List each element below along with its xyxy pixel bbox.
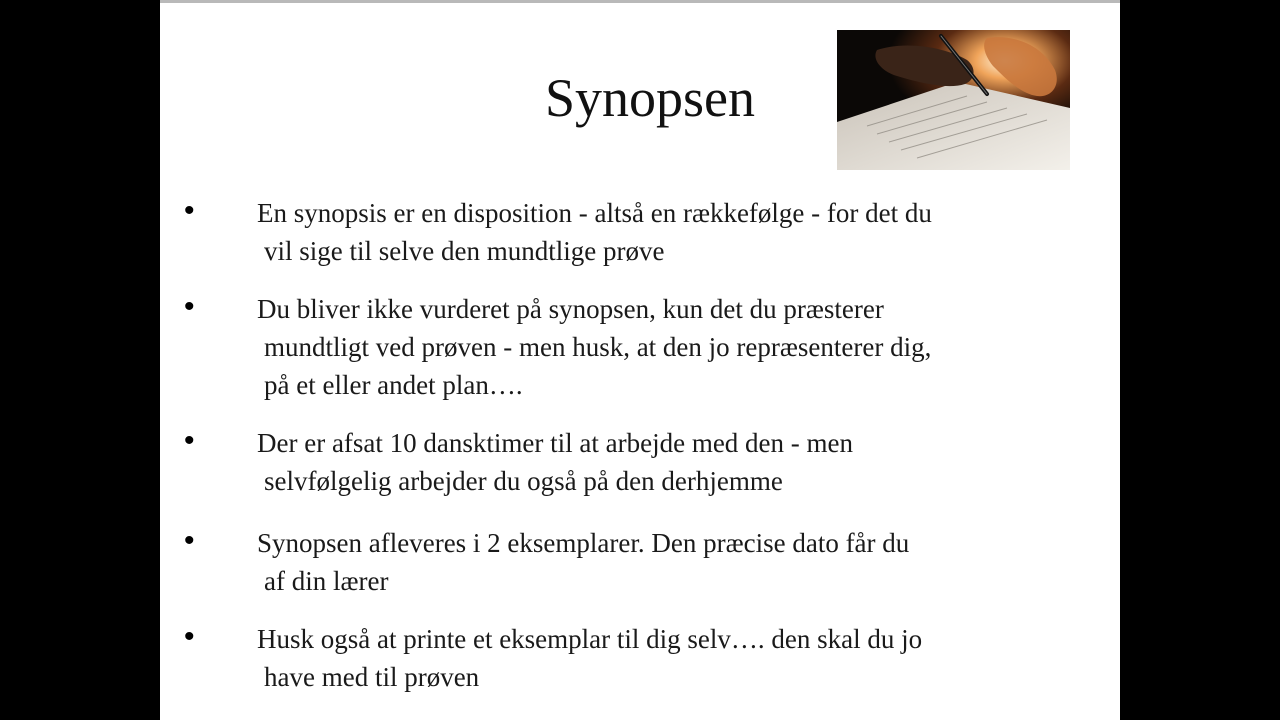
bullet-text <box>257 424 1077 500</box>
bullet-line: selvfølgelig arbejder du også på den derhjemme <box>264 466 783 496</box>
bullet-line: af din lærer <box>264 566 389 596</box>
list-item <box>160 290 1120 400</box>
presentation-slide <box>160 0 1120 720</box>
bullet-line: vil sige til selve den mundtlige prøve <box>264 236 665 266</box>
list-item <box>160 424 1120 514</box>
bullet-icon: • <box>184 290 195 323</box>
slide-title: Synopsen <box>544 68 755 128</box>
bullet-text <box>257 290 1077 404</box>
bullet-icon: • <box>184 424 195 457</box>
list-item <box>160 620 1120 710</box>
list-item <box>160 524 1120 614</box>
bullet-icon: • <box>184 194 195 227</box>
bullet-line: En synopsis er en disposition - altså en rækkefølge - for det du <box>257 198 932 228</box>
list-item <box>160 194 1120 284</box>
bullet-text <box>257 194 1077 270</box>
bullet-line: have med til prøven <box>264 662 480 692</box>
bullet-line: Der er afsat 10 dansktimer til at arbejde med den - men <box>257 428 854 458</box>
bullet-text <box>257 620 1077 696</box>
bullet-icon: • <box>184 524 195 557</box>
bullet-line: mundtligt ved prøven - men husk, at den jo repræsenterer dig, <box>264 332 932 362</box>
bullet-icon: • <box>184 620 195 653</box>
hand-writing-with-pen-icon <box>837 30 1070 170</box>
bullet-line: Synopsen afleveres i 2 eksemplarer. Den præcise dato får du <box>257 528 910 558</box>
bullet-line: Du bliver ikke vurderet på synopsen, kun det du præsterer <box>257 294 884 324</box>
bullet-line: Husk også at printe et eksemplar til dig selv…. den skal du jo <box>257 624 923 654</box>
bullet-line: på et eller andet plan…. <box>264 370 523 400</box>
bullet-text <box>257 524 1077 600</box>
